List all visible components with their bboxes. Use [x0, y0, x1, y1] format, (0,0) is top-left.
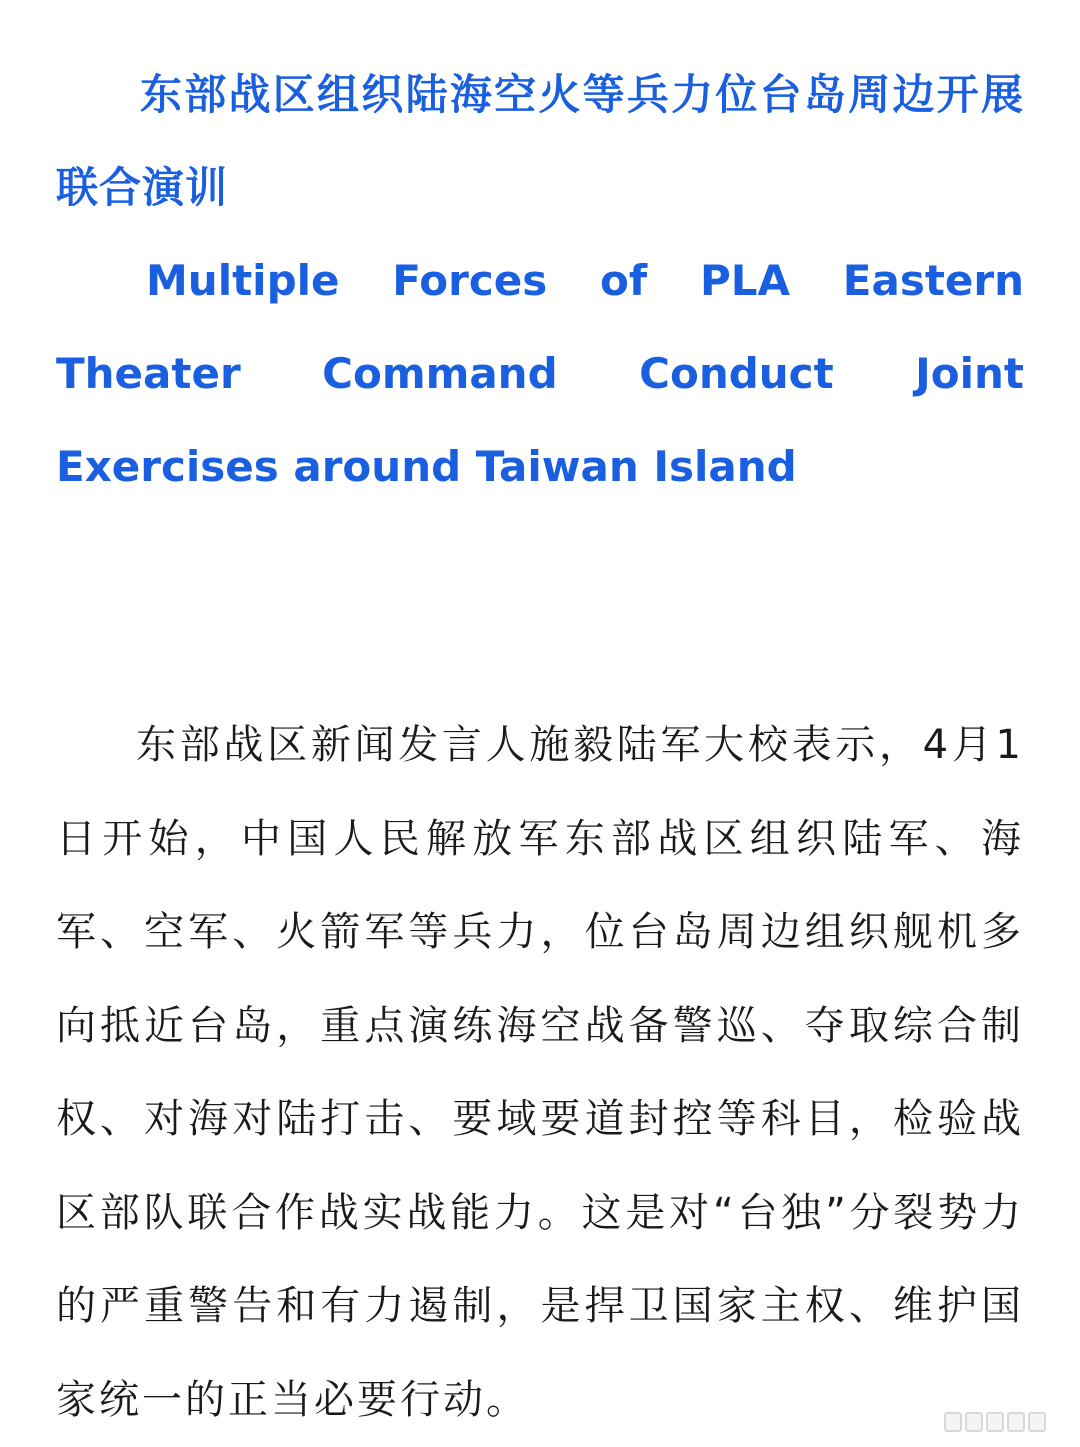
watermark-block-icon [1028, 1412, 1046, 1432]
article-title-chinese: 东部战区组织陆海空火等兵力位台岛周边开展联合演训 [56, 70, 1024, 212]
article-body-paragraph: 东部战区新闻发言人施毅陆军大校表示，4月1日开始，中国人民解放军东部战区组织陆军、海军、空军、火箭军等兵力，位台岛周边组织舰机多向抵近台岛，重点演练海空战备警巡、夺取综合制权、对海对陆打击、要域要道封控等科目，检验战区部队联合作战实战能力。这是对“台独”分裂势力的严重警告和有力遏制，是捍卫国家主权、维护国家统一的正当必要行动。 [56, 722, 1024, 1423]
watermark-block-icon [1007, 1412, 1025, 1432]
article-title-english: Multiple Forces of PLA Eastern Theater Command Conduct Joint Exercises around Taiwan Island [56, 256, 1024, 491]
watermark-block-icon [944, 1412, 962, 1432]
watermark-block-icon [965, 1412, 983, 1432]
watermark-block-icon [986, 1412, 1004, 1432]
watermark-icon [944, 1412, 1046, 1432]
